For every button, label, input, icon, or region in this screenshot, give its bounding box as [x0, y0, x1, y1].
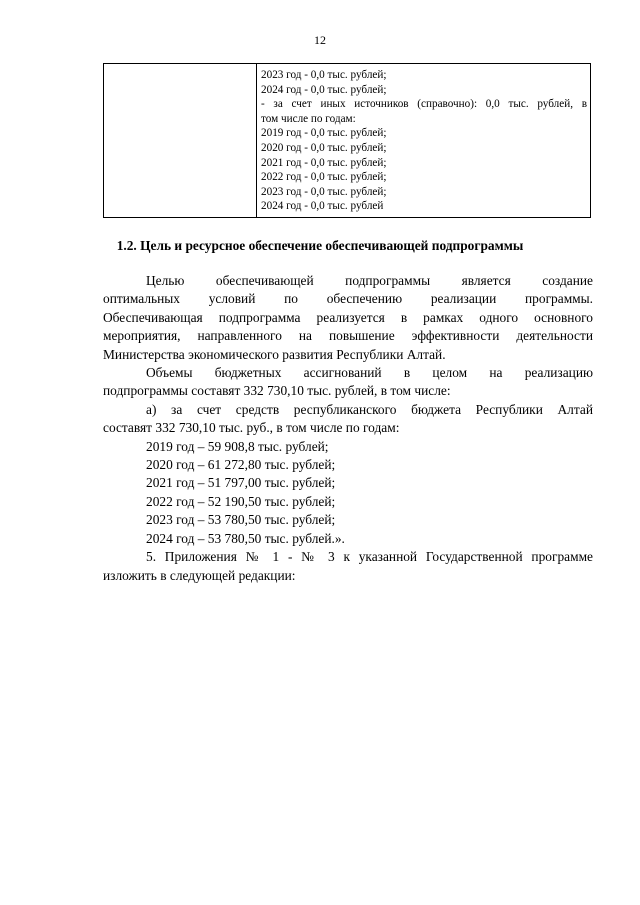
paragraph-line: изложить в следующей редакции:	[103, 567, 296, 583]
funding-year-line: 2021 год – 51 797,00 тыс. рублей;	[146, 475, 336, 491]
table-line: 2024 год - 0,0 тыс. рублей;	[261, 83, 387, 96]
paragraph-line: Министерства экономического развития Республики Алтай.	[103, 346, 446, 362]
body-text	[103, 272, 593, 585]
paragraph-line: а) за счет средств республиканского бюджета Республики Алтай	[146, 401, 593, 417]
table-line: 2022 год - 0,0 тыс. рублей;	[261, 171, 387, 184]
funding-year-line: 2022 год – 52 190,50 тыс. рублей;	[146, 493, 336, 509]
table-right-cell	[261, 68, 587, 214]
table-line: 2024 год - 0,0 тыс. рублей	[261, 200, 384, 213]
section-heading: 1.2. Цель и ресурсное обеспечение обеспечивающей подпрограммы	[116, 238, 524, 253]
paragraph-line: 5. Приложения № 1 - № 3 к указанной Государственной программе	[146, 549, 593, 565]
paragraph-line: Объемы бюджетных ассигнований в целом на реализацию	[146, 365, 593, 381]
funding-year-line: 2023 год – 53 780,50 тыс. рублей;	[146, 512, 336, 528]
paragraph-line: Обеспечивающая подпрограмма реализуется в рамках одного основного	[103, 309, 593, 325]
table-line: 2023 год - 0,0 тыс. рублей;	[261, 185, 387, 198]
passport-table	[103, 63, 591, 218]
table-line: 2019 год - 0,0 тыс. рублей;	[261, 127, 387, 140]
funding-year-line: 2024 год – 53 780,50 тыс. рублей.».	[146, 530, 345, 546]
page-number: 12	[314, 33, 326, 47]
funding-year-line: 2020 год – 61 272,80 тыс. рублей;	[146, 457, 336, 473]
table-line: том числе по годам:	[261, 112, 356, 125]
table-line: 2023 год - 0,0 тыс. рублей;	[261, 69, 387, 81]
paragraph-line: оптимальных условий по обеспечению реализации программы.	[103, 291, 593, 307]
paragraph-line: мероприятия, направленного на повышение эффективности деятельности	[103, 328, 593, 344]
paragraph-line: составят 332 730,10 тыс. руб., в том числе по годам:	[103, 420, 400, 436]
paragraph-line: Целью обеспечивающей подпрограммы является создание	[146, 273, 593, 288]
table-line: 2021 год - 0,0 тыс. рублей;	[261, 156, 387, 169]
table-column-divider	[256, 64, 257, 217]
paragraph-line: подпрограммы составят 332 730,10 тыс. рублей, в том числе:	[103, 383, 451, 399]
table-line: 2020 год - 0,0 тыс. рублей;	[261, 141, 387, 154]
table-line: - за счет иных источников (справочно): 0,0 тыс. рублей, в	[261, 98, 587, 111]
funding-year-line: 2019 год – 59 908,8 тыс. рублей;	[146, 438, 329, 454]
